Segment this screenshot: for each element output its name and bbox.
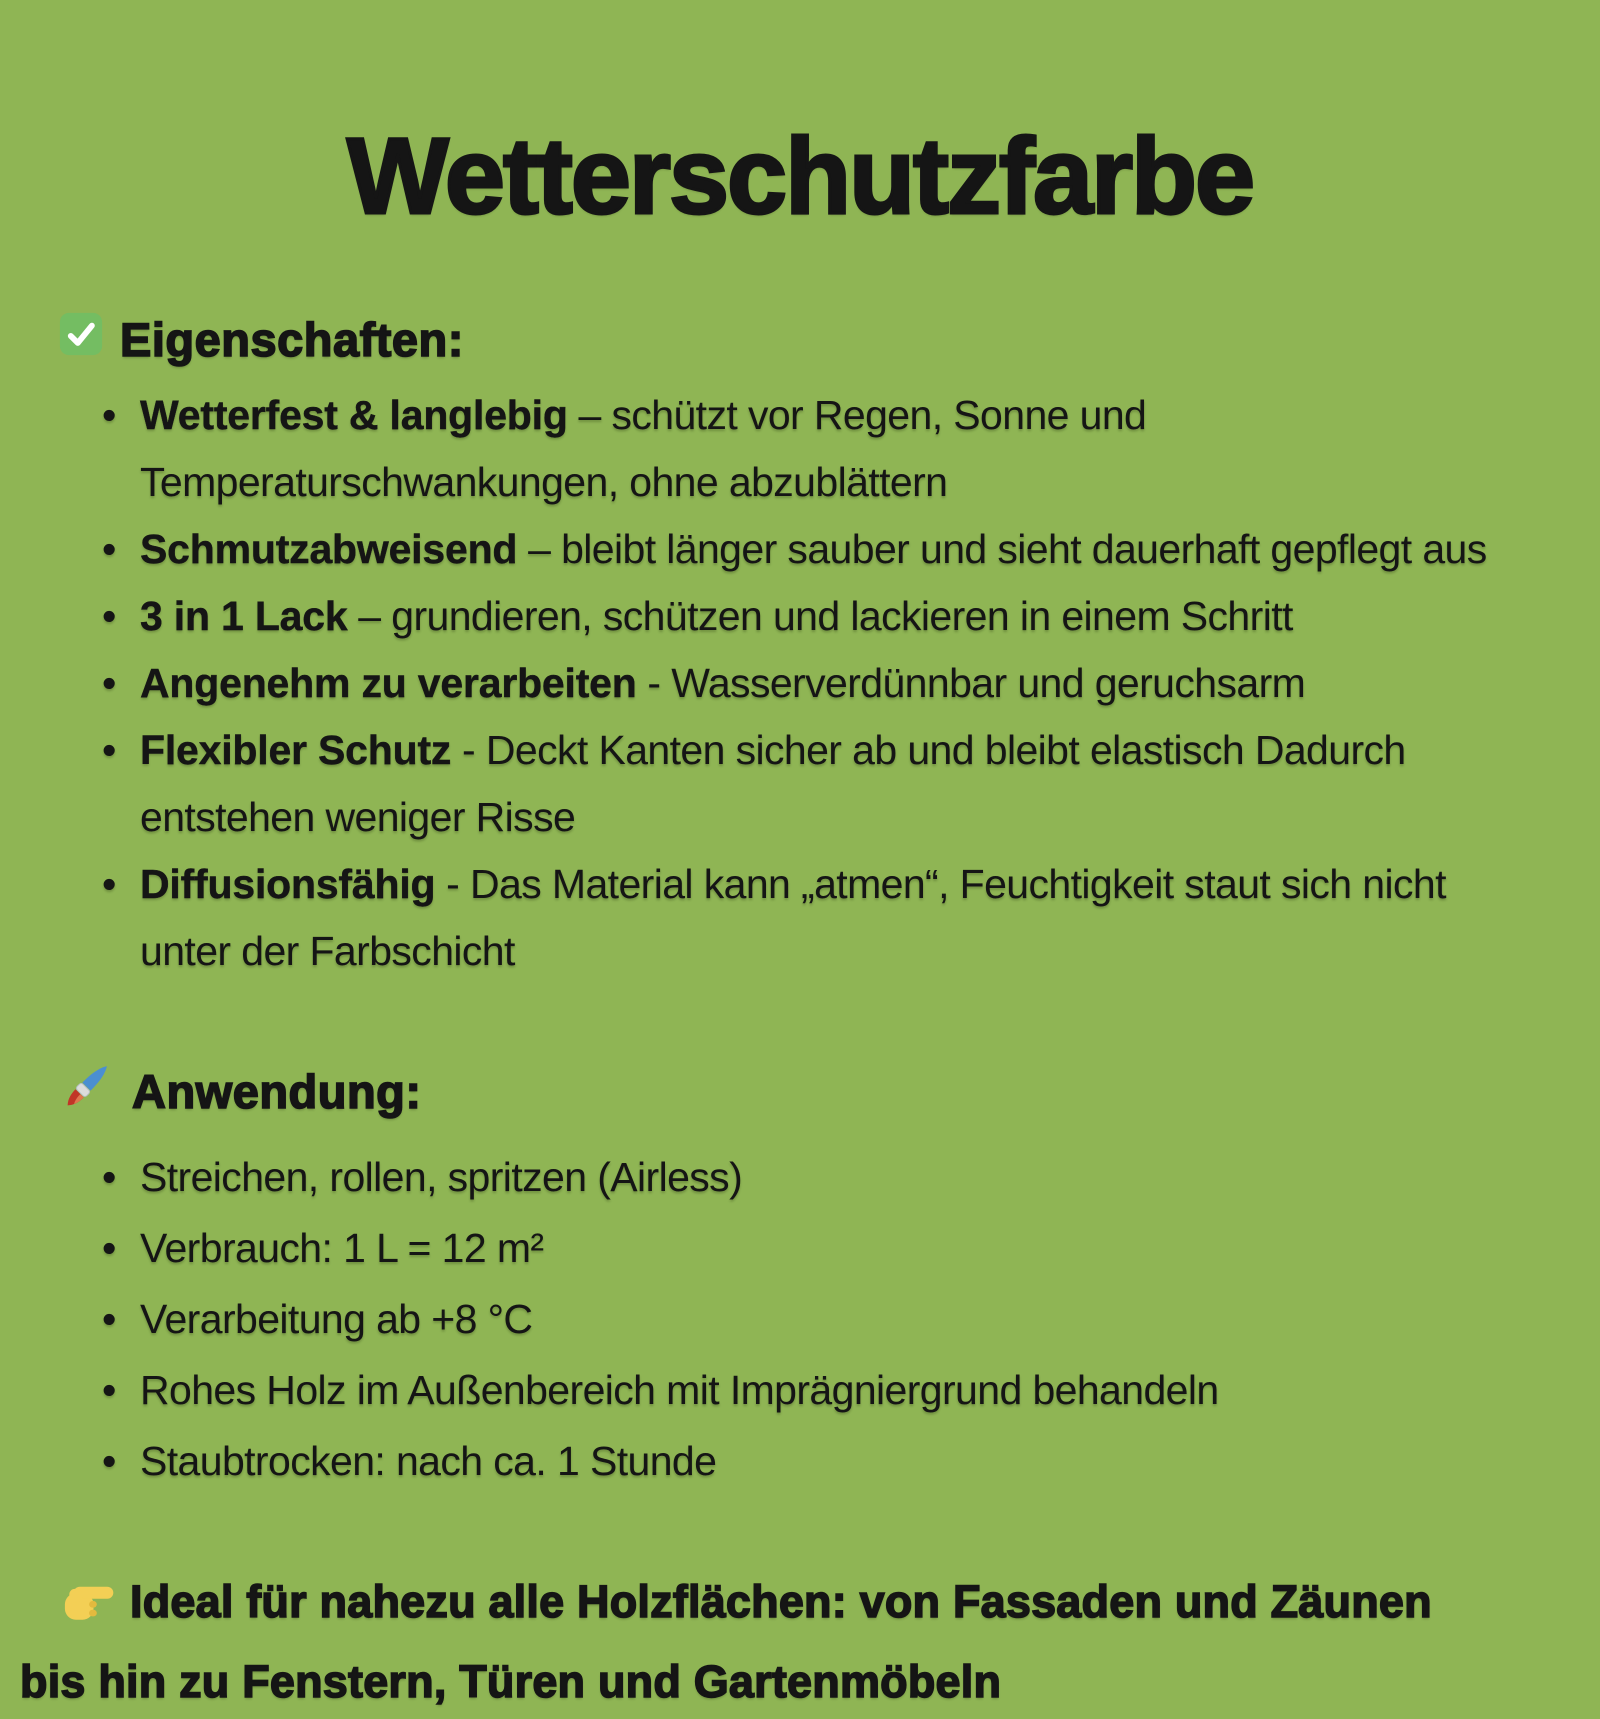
item-lead: Schmutzabweisend <box>140 525 518 572</box>
item-lead: Wetterfest & langlebig <box>140 391 568 438</box>
page-title: Wetterschutzfarbe <box>346 115 1254 237</box>
application-heading-row <box>58 1057 1600 1126</box>
item-text: – schützt vor Regen, Sonne und Temperaturschwankungen, ohne abzublättern <box>140 391 1147 505</box>
item-lead: Angenehm zu verarbeiten <box>140 659 637 706</box>
properties-heading: Eigenschaften: <box>120 312 464 366</box>
list-item <box>100 650 1500 717</box>
list-item <box>100 717 1500 851</box>
list-item <box>100 851 1500 985</box>
list-item <box>100 1355 1500 1426</box>
item-lead: Flexibler Schutz <box>140 726 452 773</box>
application-section <box>0 1057 1600 1497</box>
item-text: - Das Material kann „atmen“, Feuchtigkeit staut sich nicht unter der Farbschicht <box>140 860 1446 974</box>
item-text: - Deckt Kanten sicher ab und bleibt elastisch Dadurch entstehen weniger Risse <box>140 726 1406 840</box>
list-item <box>100 516 1500 583</box>
application-list <box>100 1142 1500 1497</box>
item-text: Verbrauch: 1 L = 12 m² <box>140 1224 544 1271</box>
pointing-right-icon <box>60 1571 116 1645</box>
properties-heading-row <box>58 311 1600 368</box>
check-mark-icon <box>58 311 104 368</box>
item-text: Staubtrocken: nach ca. 1 Stunde <box>140 1437 717 1484</box>
footer-text: Ideal für nahezu alle Holzflächen: von Fassaden und Zäunen bis hin zu Fenstern, Türen und Gartenmöbeln <box>20 1575 1432 1707</box>
list-item <box>100 1284 1500 1355</box>
item-lead: 3 in 1 Lack <box>140 592 348 639</box>
list-item <box>100 1142 1500 1213</box>
item-text: Streichen, rollen, spritzen (Airless) <box>140 1153 743 1200</box>
properties-section <box>0 311 1600 985</box>
paintbrush-icon <box>58 1057 116 1126</box>
item-text: Rohes Holz im Außenbereich mit Imprägniergrund behandeln <box>140 1366 1219 1413</box>
application-heading: Anwendung: <box>132 1064 422 1118</box>
item-text: - Wasserverdünnbar und geruchsarm <box>636 659 1306 706</box>
item-text: – bleibt länger sauber und sieht dauerhaft gepflegt aus <box>517 525 1487 572</box>
list-item <box>100 1426 1500 1497</box>
list-item <box>100 583 1500 650</box>
footer-note <box>20 1565 1470 1719</box>
item-text: Verarbeitung ab +8 °C <box>140 1295 533 1342</box>
properties-list <box>100 382 1500 985</box>
item-lead: Diffusionsfähig <box>140 860 436 907</box>
list-item <box>100 382 1500 516</box>
list-item <box>100 1213 1500 1284</box>
item-text: – grundieren, schützen und lackieren in einem Schritt <box>347 592 1293 639</box>
